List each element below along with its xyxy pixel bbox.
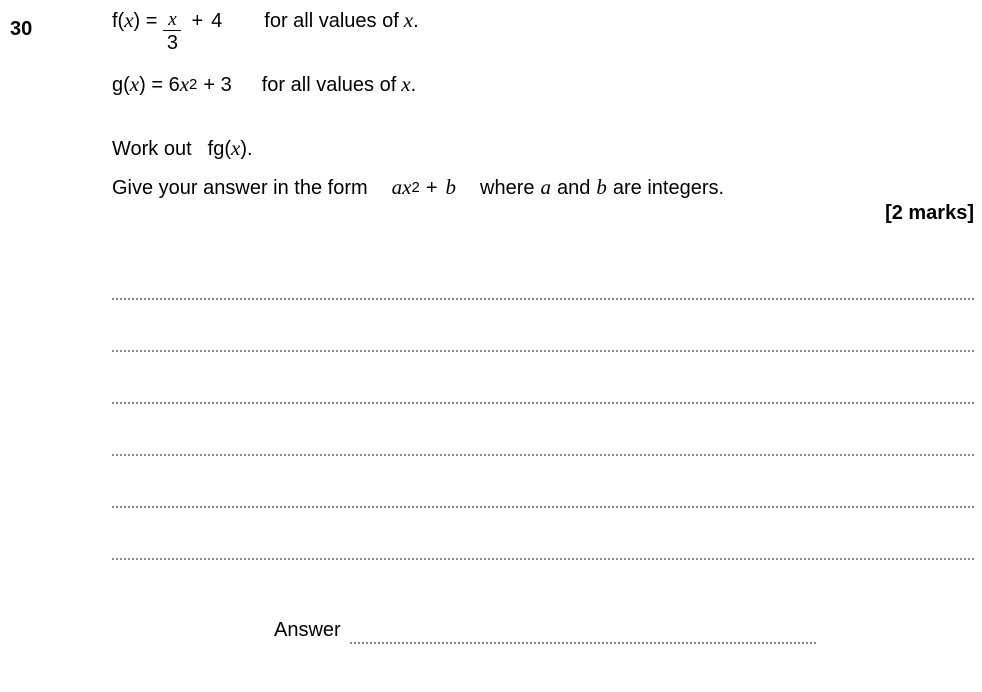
working-line[interactable]: [112, 350, 974, 352]
g-lhs-suffix: ) = 6: [139, 74, 180, 96]
f-condition-text: for all values of: [264, 10, 399, 32]
f-lhs-prefix: f(: [112, 10, 125, 32]
form-var-a: a: [540, 175, 551, 199]
instruction-form: Give your answer in the form ax $^2$ + b where a and b are integers.: [112, 175, 725, 199]
working-line[interactable]: [112, 298, 974, 300]
fg-prefix: fg(: [207, 138, 232, 160]
f-fraction-denominator: 3: [166, 32, 179, 54]
fg-var: x: [231, 136, 241, 160]
f-lhs-var: x: [124, 8, 134, 32]
form-b: b: [445, 175, 457, 199]
g-lhs-prefix: g(: [112, 74, 130, 96]
form-ax: ax: [391, 175, 412, 199]
f-fraction-bar: [163, 30, 181, 31]
work-out-text: Work out: [112, 138, 192, 160]
fg-suffix: ).: [240, 138, 253, 160]
f-constant: 4: [211, 10, 223, 32]
instruction-work-out: [112, 136, 253, 161]
f-plus: +: [191, 10, 204, 32]
f-lhs-suffix: ) =: [133, 10, 158, 32]
answer-label: Answer: [274, 619, 341, 641]
answer-line[interactable]: [350, 642, 816, 644]
g-lhs-var: x: [129, 72, 140, 96]
g-condition-suffix: .: [410, 74, 417, 96]
marks-label: [2 marks]: [885, 202, 974, 224]
working-line[interactable]: [112, 558, 974, 560]
g-definition: g( x ) = 6 x $^2$ + 3 for all values of x .: [112, 72, 417, 96]
question-number: 30: [10, 18, 33, 40]
g-condition-var: x: [401, 72, 411, 96]
form-and: and: [557, 177, 591, 199]
form-plus: +: [425, 177, 438, 199]
form-prefix: Give your answer in the form: [112, 177, 368, 199]
f-fraction-numerator: x: [168, 9, 177, 30]
form-suffix: are integers.: [612, 177, 725, 199]
form-where: where: [480, 177, 535, 199]
f-fraction: [163, 11, 181, 53]
g-rest: + 3: [203, 74, 232, 96]
working-line[interactable]: [112, 454, 974, 456]
working-line[interactable]: [112, 506, 974, 508]
form-var-b: b: [596, 175, 607, 199]
f-condition-var: x: [403, 8, 414, 32]
g-term-var: x: [179, 72, 190, 96]
working-line[interactable]: [112, 402, 974, 404]
f-definition: [112, 8, 419, 55]
g-condition-text: for all values of: [261, 74, 397, 96]
f-condition-suffix: .: [413, 10, 419, 32]
